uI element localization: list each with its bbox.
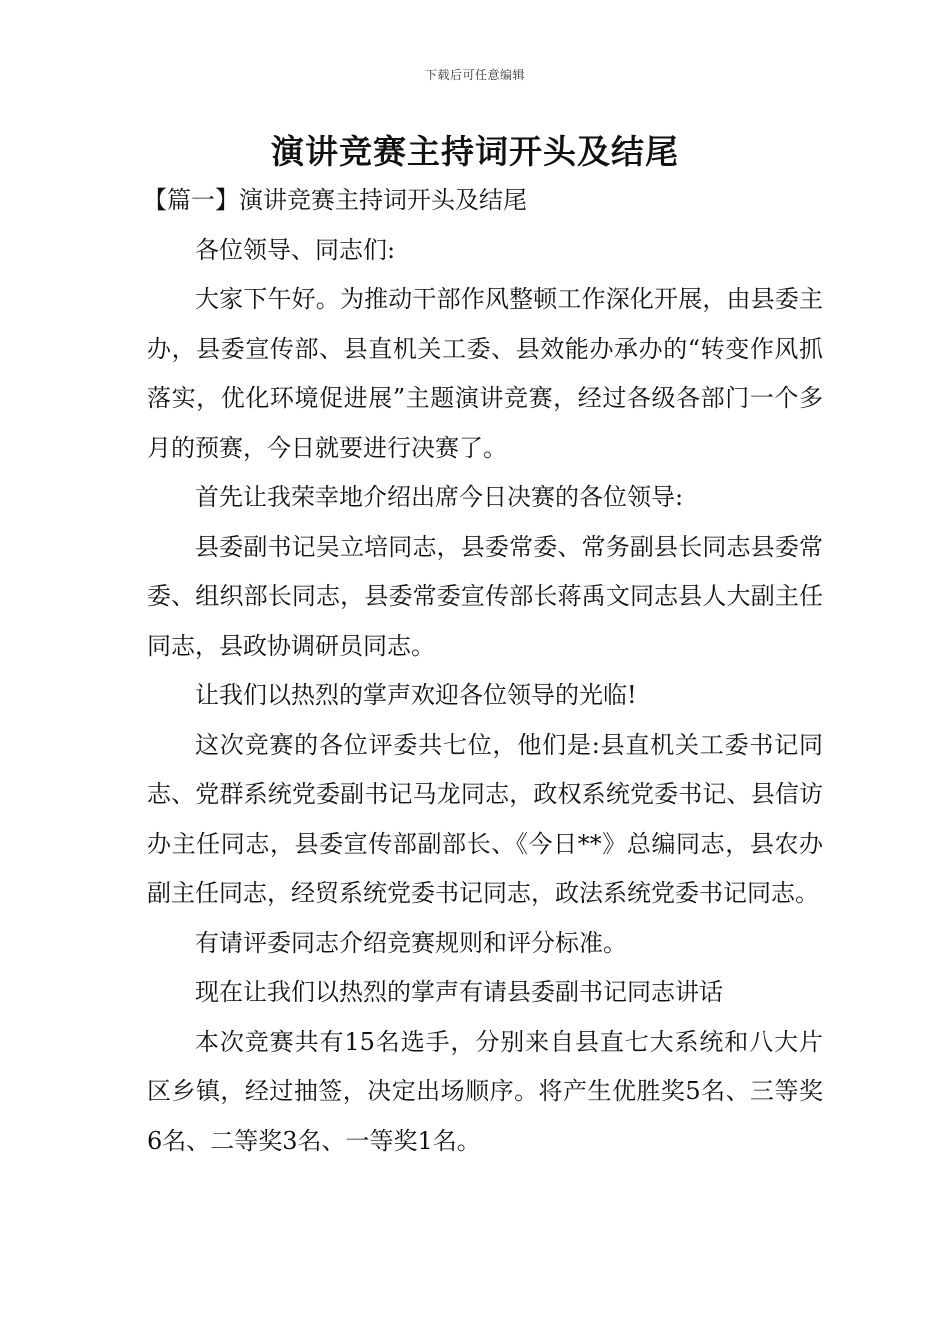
header-note: 下载后可任意编辑: [424, 68, 525, 82]
paragraph-rules: 有请评委同志介绍竞赛规则和评分标准。: [195, 928, 627, 957]
paragraph-contestants: 本次竞赛共有15名选手，分别来自县直七大系统和八大片区乡镇，经过抽签，决定出场顺序。将产生优胜奖5名、三等奖6名、二等奖3名、一等奖1名。: [147, 1027, 823, 1155]
document-body: [143, 176, 823, 1166]
paragraph-judges: 这次竞赛的各位评委共七位，他们是:县直机关工委书记同志、党群系统党委副书记马龙同志，政权系统党委书记、县信访办主任同志，县委宣传部副部长、《今日**》总编同志，县农办副主任同志，经贸系统党委书记同志，政法系统党委书记同志。: [147, 730, 823, 907]
paragraph-leaders-list: 县委副书记吴立培同志，县委常委、常务副县长同志县委常委、组织部长同志，县委常委宣传部长蒋禹文同志县人大副主任同志，县政协调研员同志。: [147, 532, 823, 660]
section-heading: 【篇一】演讲竞赛主持词开头及结尾: [143, 186, 527, 214]
paragraph-speech: 现在让我们以热烈的掌声有请县委副书记同志讲话: [195, 978, 723, 1006]
paragraph-greeting: 各位领导、同志们:: [195, 235, 396, 264]
document-title: 演讲竞赛主持词开头及结尾: [271, 132, 679, 171]
paragraph-welcome: 让我们以热烈的掌声欢迎各位领导的光临!: [195, 681, 637, 709]
paragraph-introduce-leaders: 首先让我荣幸地介绍出席今日决赛的各位领导:: [195, 483, 684, 511]
paragraph-opening: 大家下午好。为推动干部作风整顿工作深化开展，由县委主办，县委宣传部、县直机关工委、县效能办承办的“转变作风抓落实，优化环境促进展”主题演讲竞赛，经过各级各部门一个多月的预赛，今日就要进行决赛了。: [147, 285, 823, 462]
